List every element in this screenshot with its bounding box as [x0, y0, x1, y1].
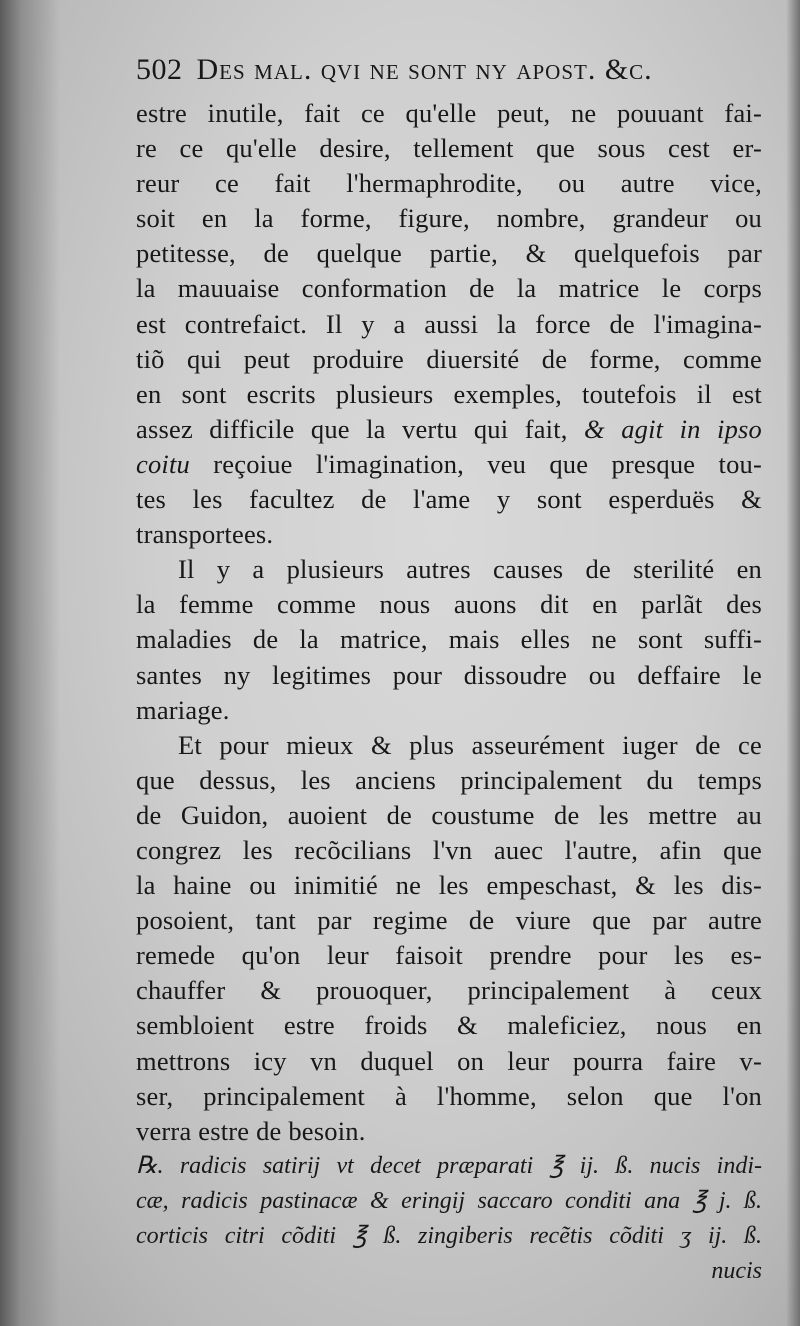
text-line [136, 201, 762, 236]
text-line [136, 447, 762, 482]
text-run: chauffer & prouoquer, principalement à ceux [136, 975, 762, 1006]
text-run: de Guidon, auoient de coustume de les mettre au [136, 799, 762, 830]
text-line [136, 236, 762, 271]
text-line [136, 833, 762, 868]
text-line [136, 482, 762, 517]
text-line [136, 587, 762, 622]
text-run: tiõ qui peut produire diuersité de forme, comme [136, 343, 762, 374]
text-line [136, 938, 762, 973]
text-line [136, 552, 762, 587]
text-line [136, 166, 762, 201]
text-run: Et pour mieux & plus asseurément iuger de ce [178, 729, 762, 760]
text-line [136, 1114, 762, 1149]
paragraph [136, 96, 762, 552]
text-line [136, 798, 762, 833]
text-run: tes les facultez de l'ame y sont esperduës & [136, 484, 762, 515]
text-line [136, 1008, 762, 1043]
recipe-block [136, 1149, 762, 1254]
text-run: la haine ou inimitié ne les empeschast, & les dis- [136, 870, 762, 901]
text-block [136, 44, 762, 1289]
text-line [136, 763, 762, 798]
text-run: la mauuaise conformation de la matrice le corps [136, 273, 762, 304]
recipe-line: corticis citri cõditi ℥ ß. zingiberis recẽtis cõditi ʒ ij. ß. [136, 1223, 762, 1249]
text-line [136, 868, 762, 903]
latin-phrase: & agit in ipso [584, 413, 762, 444]
text-run: petitesse, de quelque partie, & quelquefois par [136, 238, 762, 269]
text-line [136, 96, 762, 131]
text-line [136, 693, 762, 728]
text-run: soit en la forme, figure, nombre, grandeur ou [136, 203, 762, 234]
text-run: sembloient estre froids & maleficiez, nous en [136, 1010, 762, 1041]
text-run: remede qu'on leur faisoit prendre pour les es- [136, 940, 762, 971]
text-run: mariage. [136, 694, 230, 725]
text-run: assez difficile que la vertu qui fait, [136, 413, 585, 444]
text-line [136, 658, 762, 693]
text-line [136, 377, 762, 412]
recipe-line: cæ, radicis pastinacæ & eringij saccaro conditi ana ℥ j. ß. [136, 1187, 762, 1214]
text-line [136, 903, 762, 938]
gutter-shadow [0, 0, 60, 1326]
text-run: reur ce fait l'hermaphrodite, ou autre vice, [136, 168, 762, 199]
text-line [136, 412, 762, 447]
text-run: santes ny legitimes pour dissoudre ou deffaire le [136, 659, 762, 690]
body-text [136, 96, 762, 1149]
text-run: ser, principalement à l'homme, selon que l'on [136, 1080, 762, 1111]
text-run: posoient, tant par regime de viure que par autre [136, 905, 762, 936]
text-line [136, 517, 762, 552]
text-run: estre inutile, fait ce qu'elle peut, ne pouuant fai- [136, 98, 762, 128]
text-line [136, 1044, 762, 1079]
text-line [136, 1079, 762, 1114]
text-line [136, 342, 762, 377]
text-run: congrez les recõcilians l'vn auec l'autre, afin que [136, 834, 762, 865]
latin-phrase: coitu [136, 448, 190, 479]
text-run: maladies de la matrice, mais elles ne sont suffi- [136, 624, 762, 655]
text-run: re ce qu'elle desire, tellement que sous cest er- [136, 133, 762, 164]
text-run: en sont escrits plusieurs exemples, toutefois il est [136, 378, 762, 409]
text-run: verra estre de besoin. [136, 1115, 366, 1146]
text-line [136, 271, 762, 306]
paragraph [136, 552, 762, 727]
text-line [136, 973, 762, 1008]
text-line [136, 622, 762, 657]
text-run: la femme comme nous auons dit en parlãt des [136, 589, 762, 620]
page-edge-shadow [786, 0, 800, 1326]
text-run: est contrefaict. Il y a aussi la force de l'imagina- [136, 308, 762, 339]
text-line [136, 728, 762, 763]
text-run: que dessus, les anciens principalement du temps [136, 764, 762, 795]
running-head [136, 44, 762, 96]
running-title: Des mal. qvi ne sont ny apost. &c. [196, 53, 653, 86]
paragraph [136, 728, 762, 1149]
page-number: 502 [136, 53, 183, 86]
text-run: transportees. [136, 519, 274, 550]
text-line [136, 131, 762, 166]
recipe-line: ℞. radicis satirij vt decet præparati ℥ ij. ß. nucis indi- [136, 1152, 762, 1179]
text-line [136, 307, 762, 342]
text-run: mettrons icy vn duquel on leur pourra faire v- [136, 1045, 762, 1076]
catchword: nucis [711, 1258, 762, 1285]
text-run: Il y a plusieurs autres causes de sterilité en [178, 554, 762, 585]
text-run: reçoiue l'imagination, veu que presque tou- [190, 448, 762, 479]
